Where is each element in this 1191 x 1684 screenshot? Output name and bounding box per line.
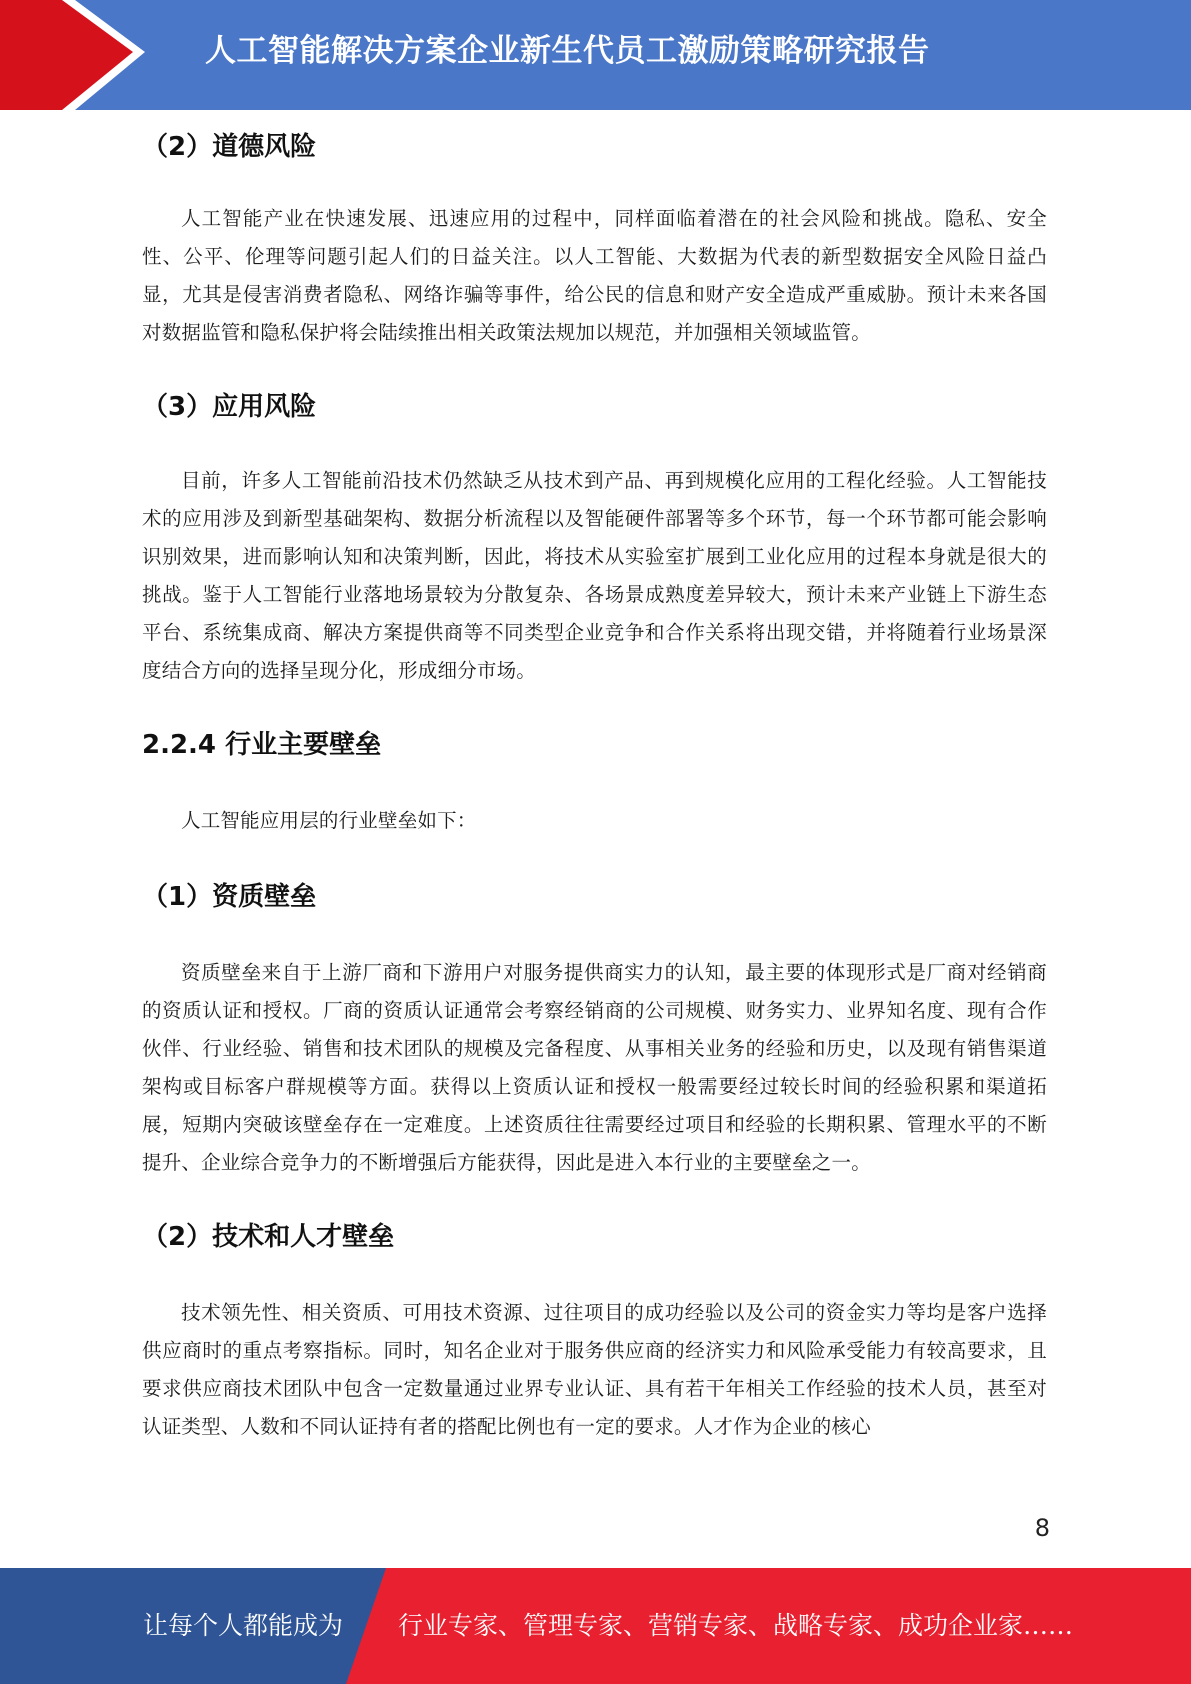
page-number: 8 — [1034, 1514, 1050, 1542]
footer-slogan-right: 行业专家、管理专家、营销专家、战略专家、成功企业家…… — [398, 1611, 1074, 1640]
section-heading-qualification-barrier: （1）资质壁垒 — [142, 882, 317, 912]
paragraph-barriers-intro: 人工智能应用层的行业壁垒如下： — [181, 809, 477, 832]
section-heading-application-risk: （3）应用风险 — [142, 392, 317, 422]
paragraph-ethical-risk: 人工智能产业在快速发展、迅速应用的过程中，同样面临着潜在的社会风险和挑战。隐私、安全性、公平、伦理等问题引起人们的日益关注。以人工智能、大数据为代表的新型数据安全风险日益凸显，尤其是侵害消费者隐私、网络诈骗等事件，给公民的信息和财产安全造成严重威胁。预计未来各国对数据监管和隐私保护将会陆续推出相关政策法规加以规范，并加强相关领域监管。 — [142, 207, 1047, 344]
page-header — [0, 0, 1191, 110]
paragraph-application-risk: 目前，许多人工智能前沿技术仍然缺乏从技术到产品、再到规模化应用的工程化经验。人工智能技术的应用涉及到新型基础架构、数据分析流程以及智能硬件部署等多个环节，每一个环节都可能会影响识别效果，进而影响认知和决策判断，因此，将技术从实验室扩展到工业化应用的过程本身就是很大的挑战。鉴于人工智能行业落地场景较为分散复杂、各场景成熟度差异较大，预计未来产业链上下游生态平台、系统集成商、解决方案提供商等不同类型企业竞争和合作关系将出现交错，并将随着行业场景深度结合方向的选择呈现分化，形成细分市场。 — [142, 469, 1047, 682]
section-heading-tech-talent-barrier: （2）技术和人才壁垒 — [142, 1222, 395, 1252]
footer-slogan-left: 让每个人都能成为 — [143, 1611, 344, 1640]
page-footer — [0, 1568, 1191, 1684]
paragraph-tech-talent-barrier: 技术领先性、相关资质、可用技术资源、过往项目的成功经验以及公司的资金实力等均是客户选择供应商时的重点考察指标。同时，知名企业对于服务供应商的经济实力和风险承受能力有较高要求，且要求供应商技术团队中包含一定数量通过业界专业认证、具有若干年相关工作经验的技术人员，甚至对认证类型、人数和不同认证持有者的搭配比例也有一定的要求。人才作为企业的核心 — [142, 1301, 1047, 1438]
section-heading-ethical-risk: （2）道德风险 — [142, 132, 317, 162]
page-content — [142, 118, 1047, 1446]
paragraph-qualification-barrier: 资质壁垒来自于上游厂商和下游用户对服务提供商实力的认知，最主要的体现形式是厂商对经销商的资质认证和授权。厂商的资质认证通常会考察经销商的公司规模、财务实力、业界知名度、现有合作伙伴、行业经验、销售和技术团队的规模及完备程度、从事相关业务的经验和历史，以及现有销售渠道架构或目标客户群规模等方面。获得以上资质认证和授权一般需要经过较长时间的经验积累和渠道拓展，短期内突破该壁垒存在一定难度。上述资质往往需要经过项目和经验的长期积累、管理水平的不断提升、企业综合竞争力的不断增强后方能获得，因此是进入本行业的主要壁垒之一。 — [142, 961, 1047, 1174]
section-heading-industry-barriers: 2.2.4 行业主要壁垒 — [142, 730, 382, 760]
document-title: 人工智能解决方案企业新生代员工激励策略研究报告 — [205, 33, 930, 69]
